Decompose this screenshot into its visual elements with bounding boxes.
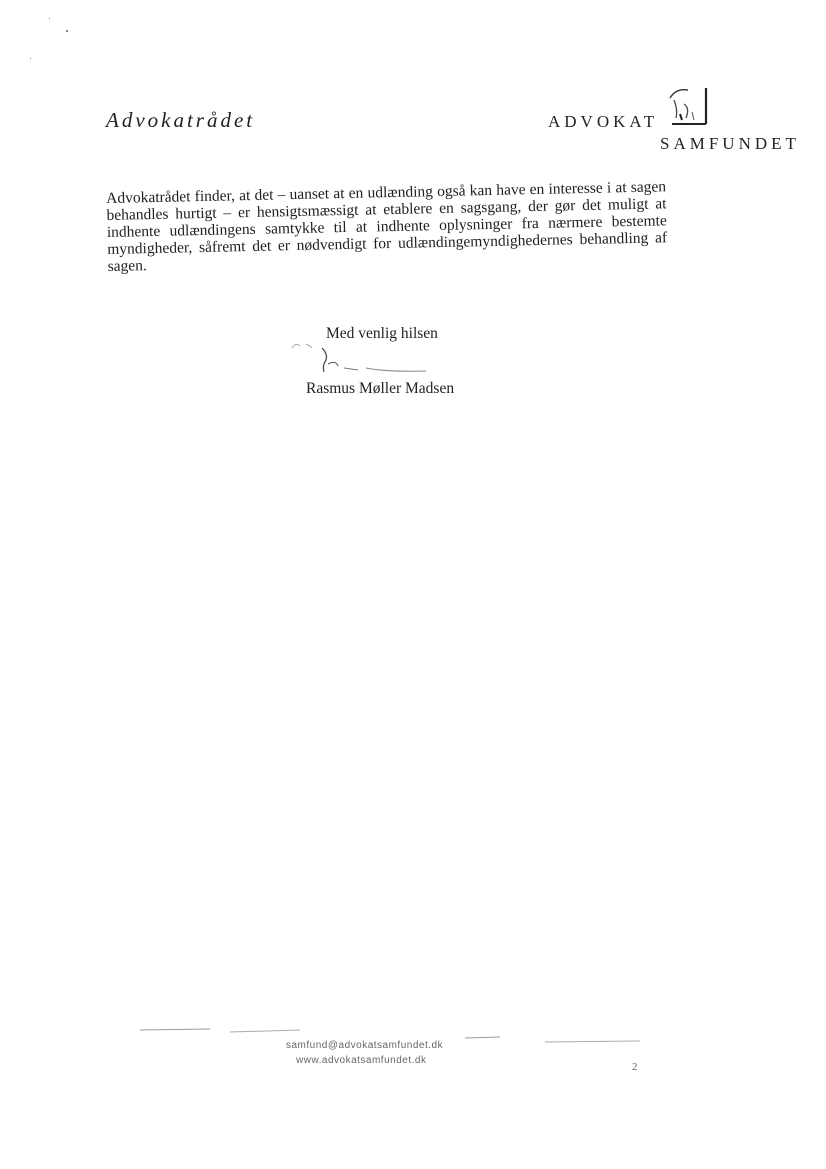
- scan-speck: [66, 30, 68, 32]
- scan-speck: [30, 58, 31, 59]
- scan-speck: [49, 18, 50, 19]
- logo-word-samfundet: SAMFUNDET: [660, 134, 800, 153]
- closing-greeting: Med venlig hilsen: [326, 325, 438, 342]
- council-title: Advokatrådet: [106, 108, 256, 132]
- handwritten-signature: [286, 334, 486, 384]
- page-number: 2: [632, 1061, 638, 1073]
- body-paragraph: Advokatrådet finder, at det – uanset at en udlænding også kan have en interesse i at sagen behandles hurtigt – er hensigtsmæssigt at etablere en sagsgang, der gør det muligt at indhente udlændingens samtykke til at indhente oplysninger fra nærmere bestemte myndigheder, såfremt det er nødvendigt for udlændingemyndighedernes behandling af sagen.: [106, 178, 668, 275]
- advokatsamfundet-logo: [548, 84, 808, 164]
- logo-word-advokat: ADVOKAT: [548, 112, 659, 131]
- footer-email-link[interactable]: samfund@advokatsamfundet.dk: [286, 1040, 444, 1051]
- logo-emblem-icon: [666, 84, 710, 128]
- footer-website-link[interactable]: www.advokatsamfundet.dk: [296, 1055, 427, 1066]
- signer-name: Rasmus Møller Madsen: [306, 380, 455, 397]
